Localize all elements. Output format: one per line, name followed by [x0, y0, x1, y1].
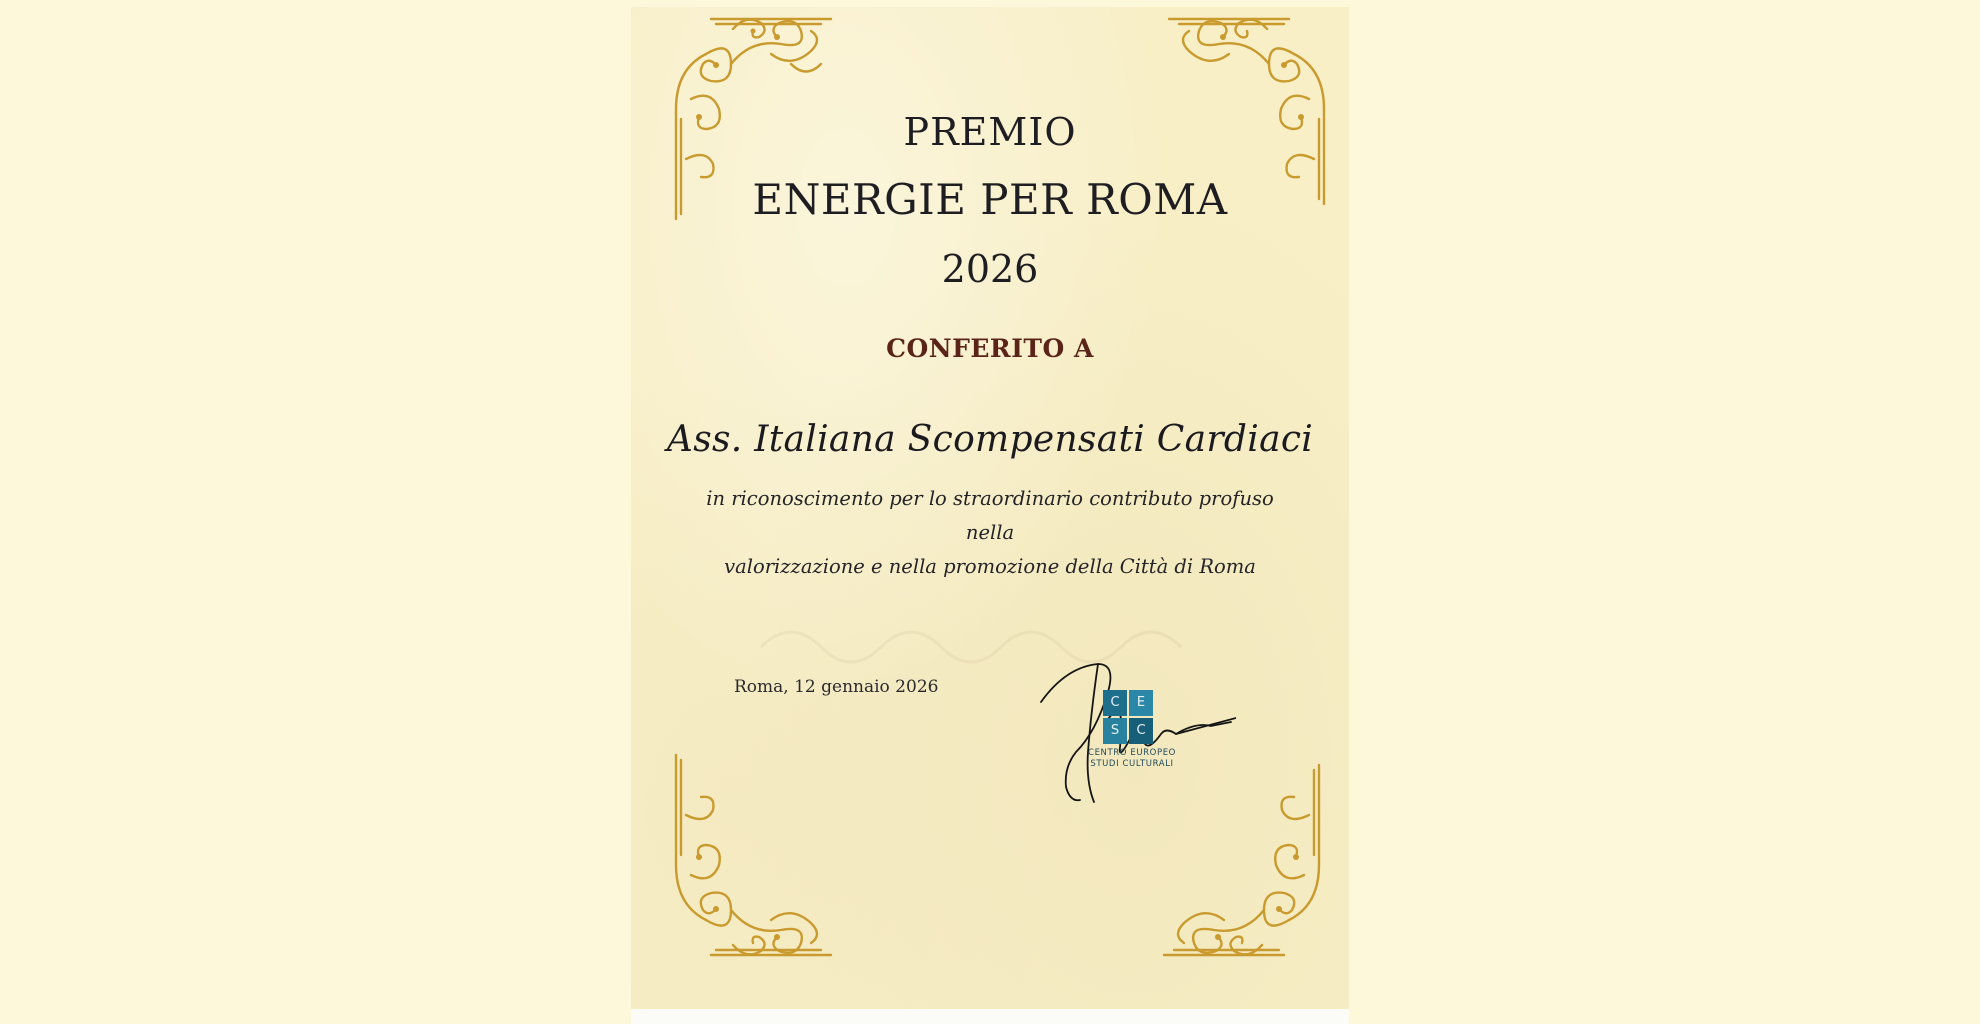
motivation-line-1: in riconoscimento per lo straordinario contributo profuso nella	[706, 487, 1274, 544]
certificate	[631, 7, 1349, 1009]
gold-scroll-corner-icon	[671, 750, 841, 965]
award-label: PREMIO	[903, 110, 1077, 154]
logo-letter-e: E	[1129, 690, 1153, 716]
award-year: 2026	[941, 247, 1039, 291]
issuer-caption-line-1: CENTRO EUROPEO	[1088, 748, 1176, 758]
motivation-text	[701, 482, 1279, 584]
place-date: Roma, 12 gennaio 2026	[734, 677, 939, 697]
award-name: ENERGIE PER ROMA	[752, 175, 1228, 224]
issuer-caption	[1077, 748, 1187, 770]
issuer-caption-line-2: STUDI CULTURALI	[1090, 759, 1174, 769]
conferred-label: CONFERITO A	[886, 334, 1094, 363]
motivation-line-2: valorizzazione e nella promozione della Città di Roma	[724, 555, 1256, 578]
cesc-logo-icon	[1103, 690, 1153, 744]
logo-letter-c: C	[1103, 690, 1127, 716]
recipient-name: Ass. Italiana Scompensati Cardiaci	[666, 419, 1314, 460]
logo-letter-s: S	[1103, 718, 1127, 744]
bottom-strip	[631, 1009, 1349, 1024]
logo-letter-c2: C	[1129, 718, 1153, 744]
